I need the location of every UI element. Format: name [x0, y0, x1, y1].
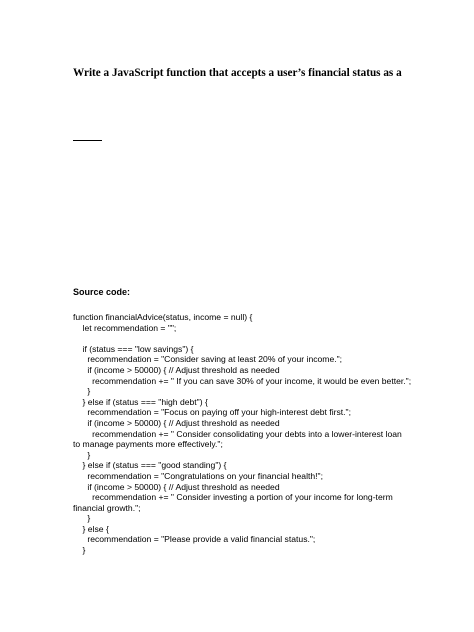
code-line: }	[73, 449, 91, 460]
code-line: function financialAdvice(status, income = null) {	[73, 312, 253, 322]
code-line: if (income > 50000) { // Adjust threshold as needed	[73, 364, 280, 375]
code-line: recommendation = "Please provide a valid financial status.";	[73, 534, 316, 545]
code-line: }	[73, 513, 91, 524]
code-line: recommendation += " Consider consolidating your debts into a lower-interest loan	[73, 428, 402, 439]
code-line: recommendation += " If you can save 30% of your income, it would be even better.";	[73, 375, 412, 386]
code-line: }	[73, 545, 86, 556]
code-line: recommendation = "Focus on paying off your high-interest debt first.";	[73, 407, 351, 418]
code-line: } else {	[73, 523, 109, 534]
code-line: to manage payments more effectively.";	[73, 439, 223, 450]
code-line: if (income > 50000) { // Adjust threshold as needed	[73, 417, 280, 428]
code-line: }	[73, 386, 91, 397]
code-line: recommendation += " Consider investing a portion of your income for long-term	[73, 492, 393, 503]
code-line: } else if (status === "good standing") {	[73, 460, 227, 471]
code-line: let recommendation = "";	[73, 322, 177, 333]
code-line: financial growth.";	[73, 502, 141, 513]
source-code-label: Source code:	[73, 287, 131, 297]
code-line: if (status === "low savings") {	[73, 343, 194, 354]
question-heading: Write a JavaScript function that accepts a user’s financial status as a	[73, 67, 402, 79]
source-code-block	[73, 312, 433, 556]
code-line: if (income > 50000) { // Adjust threshold as needed	[73, 481, 280, 492]
code-line: recommendation = "Consider saving at least 20% of your income.";	[73, 354, 343, 365]
code-line	[73, 333, 433, 344]
code-line: } else if (status === "high debt") {	[73, 396, 208, 407]
code-line: recommendation = "Congratulations on your financial health!";	[73, 470, 323, 481]
answer-blank-line	[73, 140, 102, 141]
